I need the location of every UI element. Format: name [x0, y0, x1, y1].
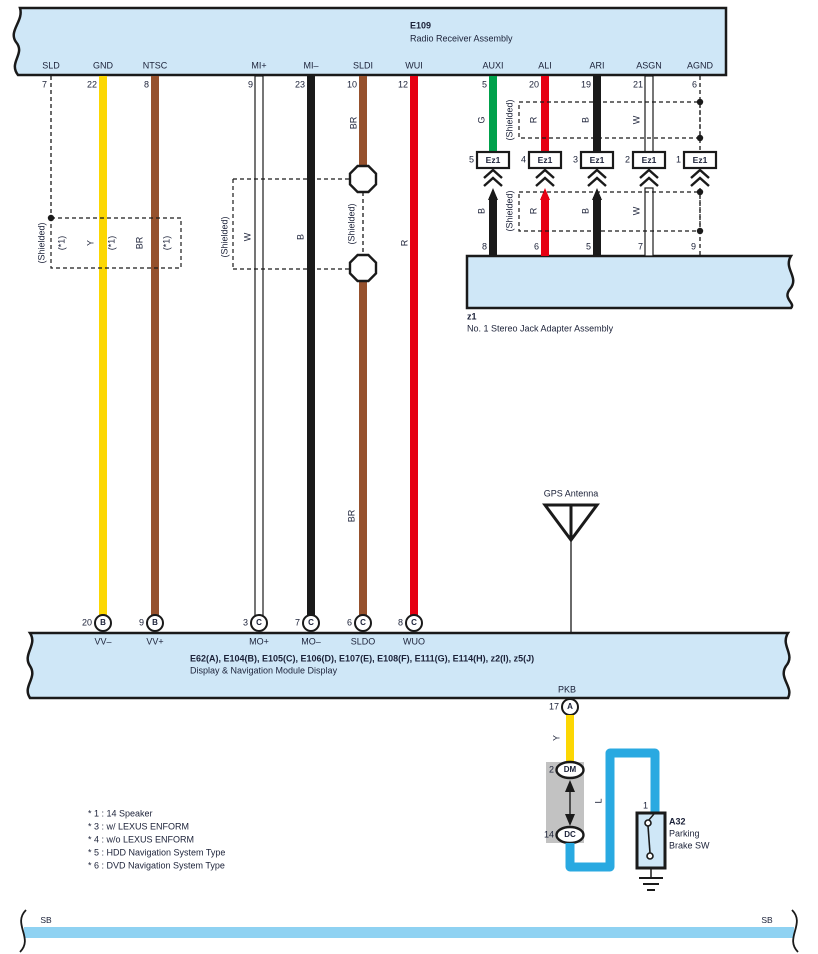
stereo-jack-box: [467, 256, 793, 308]
wire-sldi-brown-bottom: [359, 281, 367, 615]
shield-junction-dot: [697, 189, 703, 195]
display-name: Display & Navigation Module Display: [190, 665, 338, 676]
radio-pin-number: 23: [294, 79, 305, 90]
radio-code: E109: [410, 20, 432, 31]
wire-code-g: G: [476, 116, 487, 124]
display-pin-number: 9: [138, 617, 144, 628]
radio-pin-number: 12: [397, 79, 408, 90]
wire-code-y: Y: [85, 239, 96, 247]
wire-code-br: BR: [346, 509, 357, 523]
z1-name: No. 1 Stereo Jack Adapter Assembly: [467, 323, 614, 334]
gps-antenna-label: GPS Antenna: [543, 488, 599, 499]
wire-auxi-green: [489, 76, 497, 152]
display-pin-label: MO–: [301, 636, 321, 647]
shield-junction-dot: [48, 215, 54, 221]
note-line: * 5 : HDD Navigation System Type: [88, 847, 226, 858]
display-code-line: E62(A), E104(B), E105(C), E106(D), E107(E), E108(F), E111(G), E114(H), z2(I), z5(J): [190, 653, 535, 664]
shielded-label: (Shielded): [504, 190, 515, 232]
wire-ali-red: [541, 76, 549, 152]
wire-code-y: Y: [551, 734, 562, 742]
junction-pin-number: 2: [548, 764, 554, 775]
radio-pin-label: ALI: [538, 60, 552, 71]
radio-pin-number: 10: [346, 79, 357, 90]
shield-junction-dot: [697, 99, 703, 105]
radio-pin-label: MI–: [303, 60, 319, 71]
radio-pin-label: AUXI: [482, 60, 504, 71]
ez1-label: Ez1: [641, 154, 657, 165]
junction-pin-number: 14: [543, 829, 554, 840]
ez1-label: Ez1: [485, 154, 501, 165]
display-pin-label: VV–: [94, 636, 112, 647]
wire-code-r: R: [528, 207, 539, 215]
radio-pin-number: 21: [632, 79, 643, 90]
shield-junction-dot: [697, 135, 703, 141]
sb-wire-label: SB: [40, 914, 52, 925]
wire-code-w: W: [631, 206, 642, 216]
wire-ntsc-brown: [151, 76, 159, 616]
connector-letter: B: [100, 618, 106, 627]
wire-mi-plus-white: [255, 76, 263, 616]
radio-pin-number: 19: [580, 79, 591, 90]
display-pin-number: 7: [294, 617, 300, 628]
display-pin-label: WUO: [403, 636, 425, 647]
radio-pin-label: ARI: [589, 60, 605, 71]
brake-switch-contact: [647, 853, 653, 859]
wire-z1-black-1: [489, 197, 497, 256]
display-pin-number: 20: [81, 617, 92, 628]
wire-sb-bar: [24, 927, 794, 938]
note-line: * 6 : DVD Navigation System Type: [88, 860, 225, 871]
wire-code-r: R: [399, 239, 410, 247]
ez1-chevron-arrows: [484, 170, 709, 186]
shield-ring-icon: [350, 255, 376, 281]
ez1-label: Ez1: [589, 154, 605, 165]
z1-pin-number: 9: [690, 241, 696, 252]
radio-pin-label: WUI: [405, 60, 423, 71]
display-pin-label: VV+: [146, 636, 164, 647]
wire-ari-black: [593, 76, 601, 152]
ez1-slot-number: 1: [675, 154, 681, 165]
ez1-slot-number: 5: [468, 154, 474, 165]
wire-code-b: B: [295, 233, 306, 241]
wire-z1-red: [541, 197, 549, 256]
wire-sldi-brown-top: [359, 76, 367, 166]
radio-pin-label: ASGN: [636, 60, 662, 71]
wire-code-br: BR: [348, 116, 359, 130]
sb-wire-label: SB: [761, 914, 773, 925]
radio-pin-label: SLDI: [352, 60, 374, 71]
note-line: * 1 : 14 Speaker: [88, 808, 153, 819]
radio-pin-number: 8: [143, 79, 149, 90]
display-pin-number: 6: [346, 617, 352, 628]
ez1-slot-number: 4: [520, 154, 526, 165]
display-pin-number: 3: [242, 617, 248, 628]
shield-junction-dot: [697, 228, 703, 234]
shield-ring-icon: [350, 166, 376, 192]
connector-letter: DM: [563, 765, 577, 774]
wire-code-w: W: [631, 115, 642, 125]
shielded-label: (Shielded): [219, 216, 230, 258]
radio-pin-number: 9: [247, 79, 253, 90]
switch-name-line1: Parking: [669, 828, 700, 839]
radio-pin-label: GND: [93, 60, 113, 71]
radio-name: Radio Receiver Assembly: [410, 33, 513, 44]
connector-letter: A: [567, 702, 573, 711]
connector-letter: C: [256, 618, 262, 627]
ez1-label: Ez1: [692, 154, 708, 165]
shielded-label: (Shielded): [504, 99, 515, 141]
pkb-label: PKB: [557, 684, 577, 695]
connector-letter: C: [308, 618, 314, 627]
wire-wui-red: [410, 76, 418, 616]
display-pin-label: SLDO: [350, 636, 376, 647]
wire-code-b: B: [580, 207, 591, 215]
connector-letter: C: [411, 618, 417, 627]
wire-code-r: R: [528, 116, 539, 124]
note-ref-label: (*1): [161, 235, 172, 251]
shielded-label: (Shielded): [36, 222, 47, 264]
brake-switch-contact: [645, 820, 651, 826]
z1-code: z1: [467, 311, 477, 322]
note-ref-label: (*1): [106, 235, 117, 251]
note-ref-label: (*1): [56, 235, 67, 251]
ez1-label: Ez1: [537, 154, 553, 165]
pkb-pin-number: 17: [548, 701, 559, 712]
display-pin-number: 8: [397, 617, 403, 628]
ground-icon: [639, 878, 663, 890]
radio-pin-label: SLD: [42, 60, 60, 71]
display-pin-label: MO+: [249, 636, 269, 647]
note-line: * 3 : w/ LEXUS ENFORM: [88, 821, 190, 832]
connector-letter: B: [152, 618, 158, 627]
wire-code-b: B: [476, 207, 487, 215]
shielded-label: (Shielded): [346, 203, 357, 245]
z1-pin-number: 8: [481, 241, 487, 252]
note-line: * 4 : w/o LEXUS ENFORM: [88, 834, 195, 845]
z1-pin-number: 7: [637, 241, 643, 252]
wire-code-b: B: [580, 116, 591, 124]
radio-pin-number: 5: [481, 79, 487, 90]
radio-pin-number: 7: [41, 79, 47, 90]
wire-asgn-white: [645, 76, 653, 152]
wire-code-br: BR: [134, 236, 145, 250]
wire-code-w: W: [242, 232, 253, 242]
z1-pin-number: 6: [533, 241, 539, 252]
ez1-slot-number: 3: [572, 154, 578, 165]
wire-gnd-yellow: [99, 76, 107, 616]
switch-pin-number: 1: [642, 800, 648, 811]
wire-mi-minus-black: [307, 76, 315, 616]
radio-pin-label: MI+: [251, 60, 267, 71]
radio-pin-label: NTSC: [142, 60, 168, 71]
switch-name-line2: Brake SW: [669, 840, 710, 851]
connector-letter: C: [360, 618, 366, 627]
wire-z1-white: [645, 188, 653, 256]
wire-pkb-yellow: [566, 715, 574, 763]
switch-code: A32: [669, 816, 686, 827]
wire-z1-black-2: [593, 197, 601, 256]
radio-pin-number: 20: [528, 79, 539, 90]
radio-pin-number: 22: [86, 79, 97, 90]
ez1-slot-number: 2: [624, 154, 630, 165]
z1-pin-number: 5: [585, 241, 591, 252]
radio-pin-number: 6: [691, 79, 697, 90]
connector-letter: DC: [564, 830, 576, 839]
radio-pin-label: AGND: [686, 60, 714, 71]
wire-code-l: L: [593, 798, 604, 804]
